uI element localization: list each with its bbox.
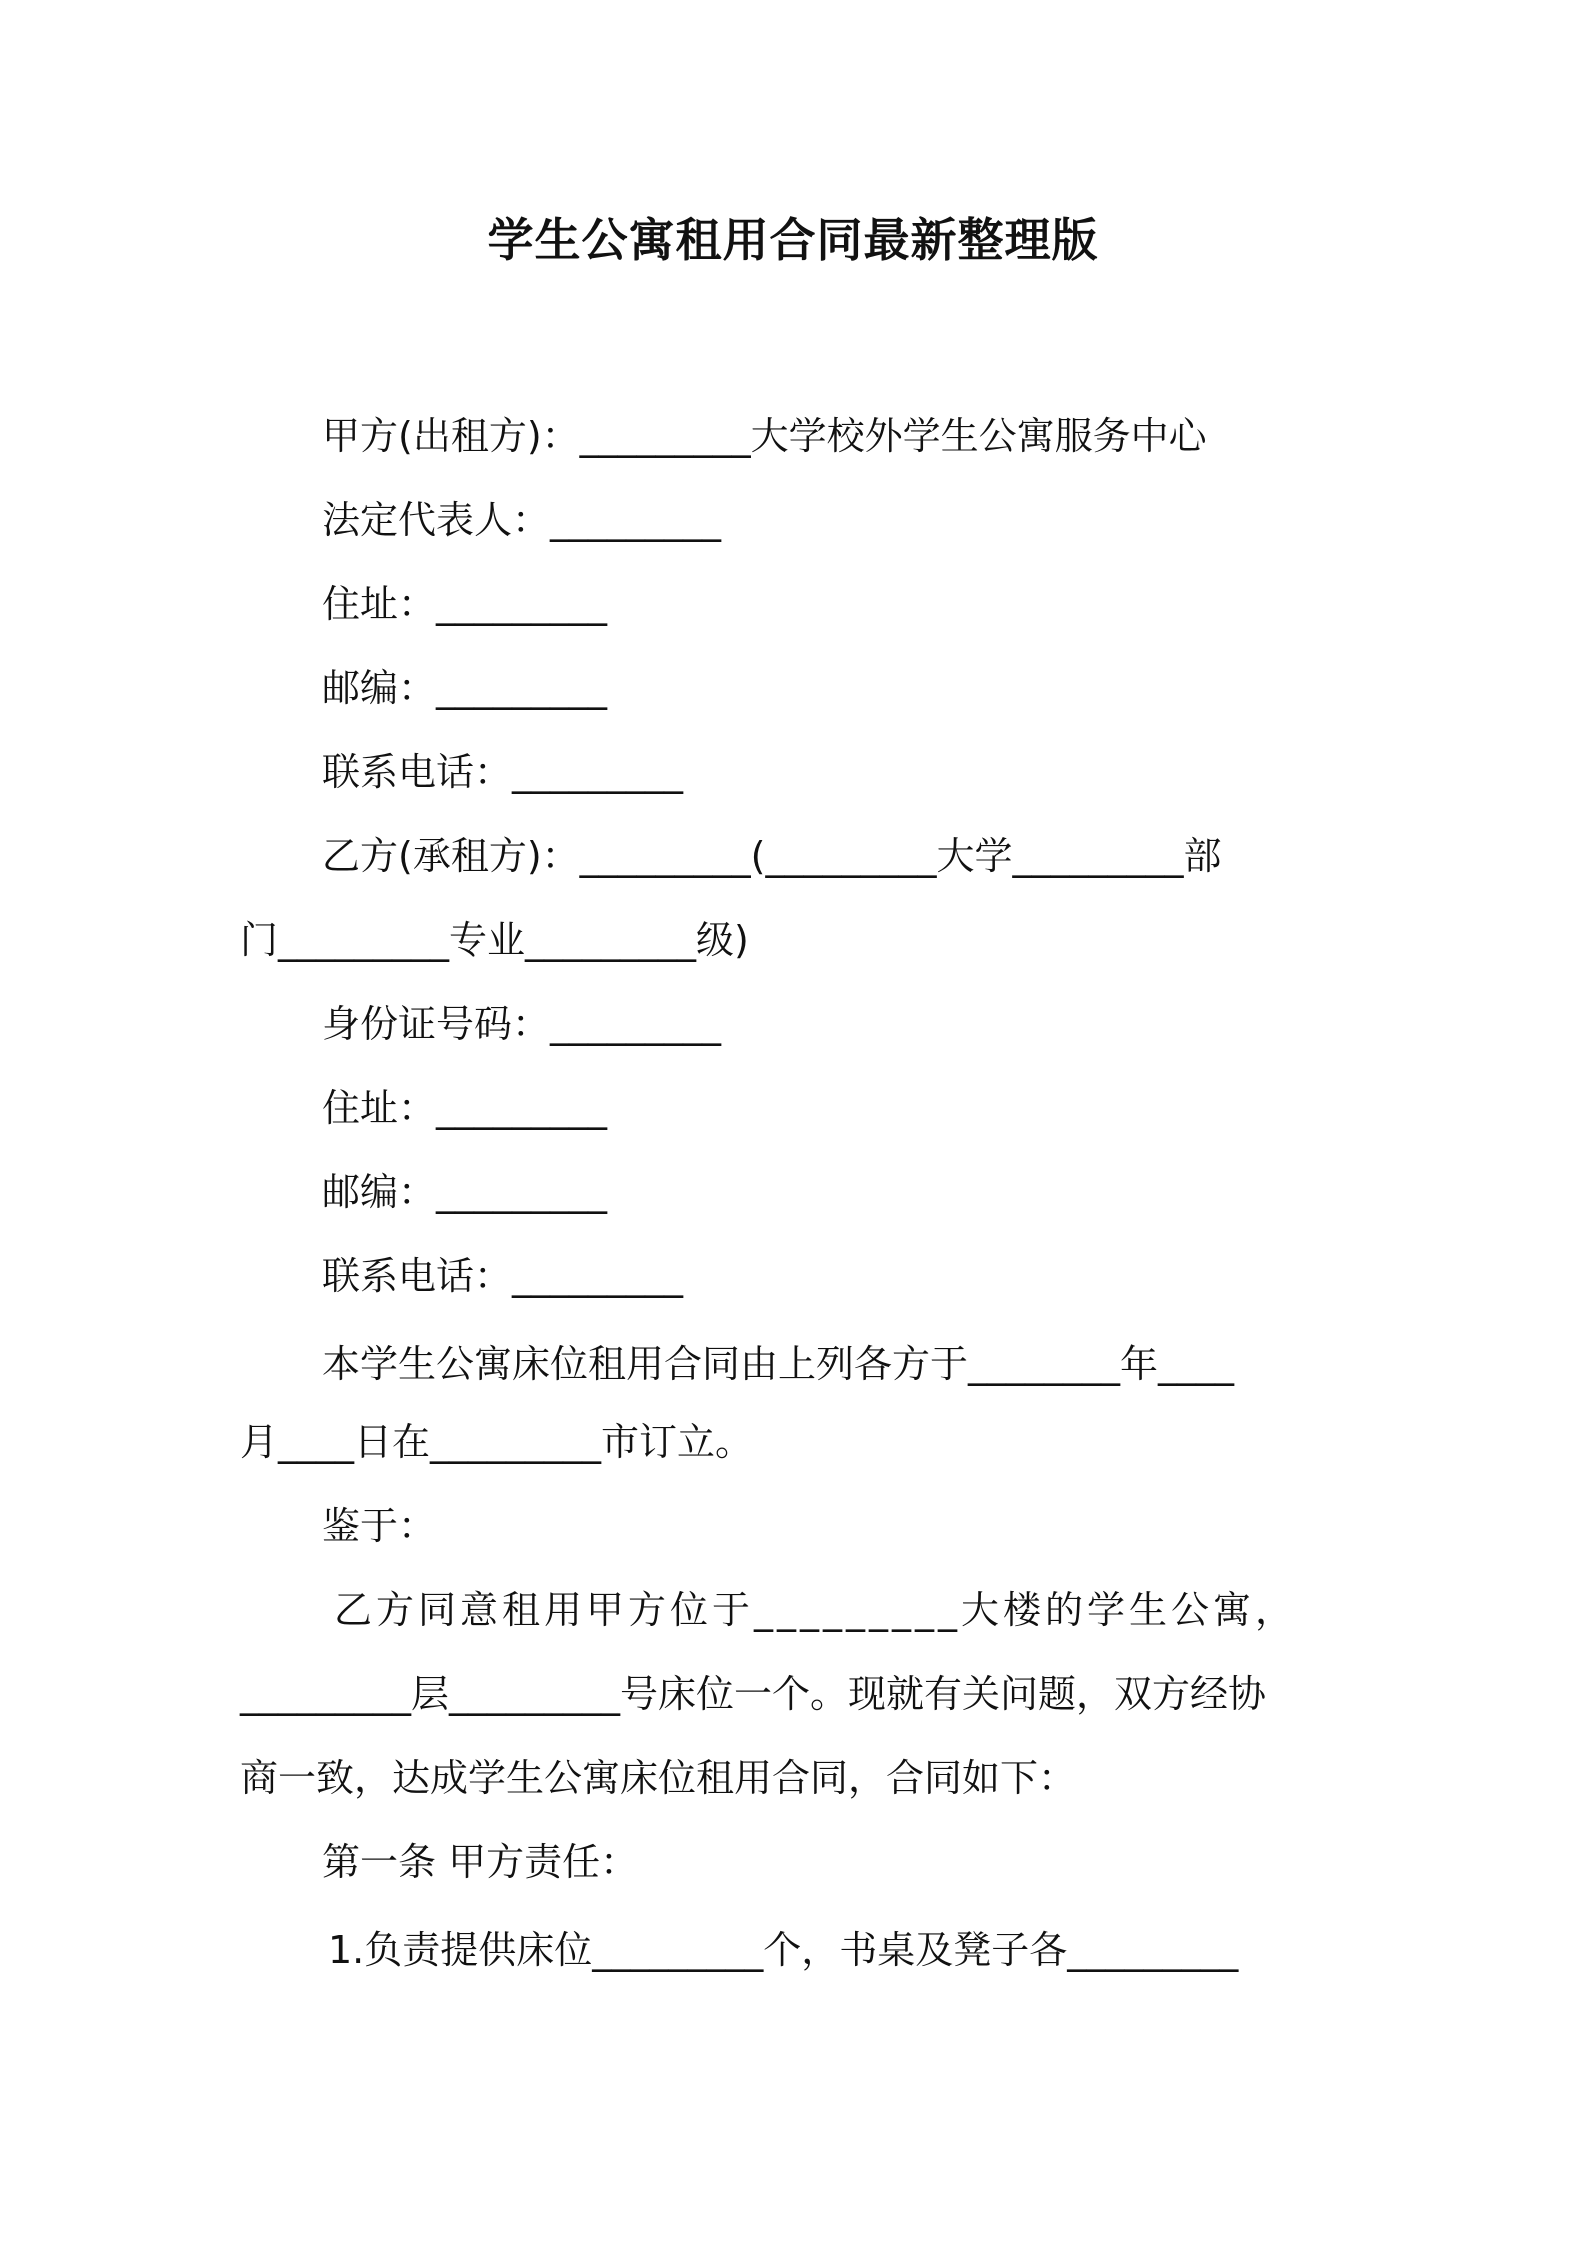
whereas-paragraph: 乙方同意租用甲方位于_________大楼的学生公寓，: [334, 1588, 1298, 1632]
party-b-id-number: 身份证号码：_________: [322, 1002, 722, 1046]
party-a-address: 住址：_________: [322, 582, 608, 626]
article-one-heading: 第一条 甲方责任：: [322, 1840, 639, 1884]
document-title: 学生公寓租用合同最新整理版: [487, 213, 1099, 267]
party-a-name: 甲方(出租方)：_________大学校外学生公寓服务中心: [322, 414, 1207, 458]
party-b-name-continued: 门_________专业_________级): [240, 918, 749, 962]
whereas-paragraph-line-2: _________层_________号床位一个。现就有关问题，双方经协: [240, 1672, 1267, 1716]
contract-date-paragraph: 本学生公寓床位租用合同由上列各方于________年____: [322, 1342, 1235, 1386]
whereas-paragraph-line-3: 商一致，达成学生公寓床位租用合同，合同如下：: [240, 1756, 1077, 1800]
party-b-phone: 联系电话：_________: [322, 1254, 684, 1298]
article-one-item-1: 1.负责提供床位_________个，书桌及凳子各_________: [328, 1928, 1239, 1972]
whereas-heading: 鉴于：: [322, 1504, 437, 1548]
party-a-postcode: 邮编：_________: [322, 666, 608, 710]
party-b-address: 住址：_________: [322, 1086, 608, 1130]
contract-date-paragraph-continued: 月____日在_________市订立。: [240, 1420, 754, 1464]
party-b-name: 乙方(承租方)：_________(_________大学_________部: [322, 834, 1222, 878]
party-a-legal-representative: 法定代表人：_________: [322, 498, 722, 542]
party-a-phone: 联系电话：_________: [322, 750, 684, 794]
party-b-postcode: 邮编：_________: [322, 1170, 608, 1214]
